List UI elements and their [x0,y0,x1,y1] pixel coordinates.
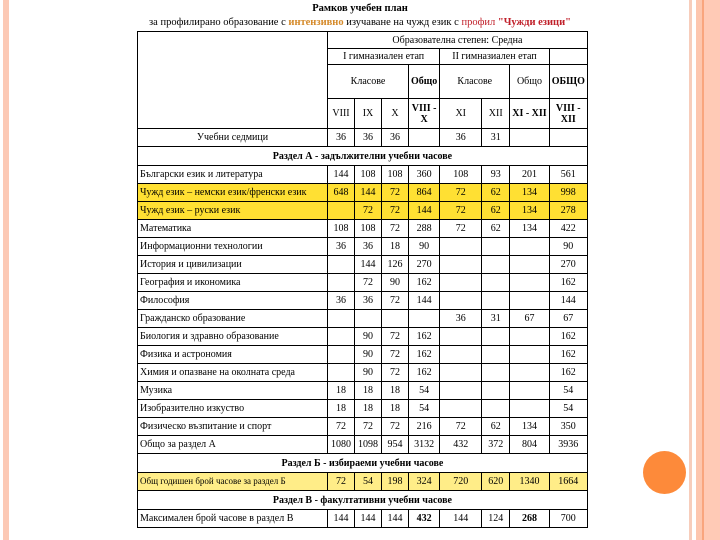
value-cell: 144 [328,510,355,528]
subject-label: Математика [138,220,328,238]
subject-row [138,184,588,202]
value-cell: 324 [409,473,440,491]
hours-cell: 108 [382,166,409,184]
hours-cell: 1098 [355,436,382,454]
hours-cell [440,292,482,310]
hours-cell: 18 [328,382,355,400]
grade-header: XII [482,99,510,129]
hours-cell: 144 [409,292,440,310]
subject-label: Биология и здравно образование [138,328,328,346]
hours-cell: 561 [549,166,587,184]
hours-cell: 72 [440,202,482,220]
hours-cell: 864 [409,184,440,202]
subject-row [138,220,588,238]
grade-header: XI - XII [510,99,549,129]
subtitle-profile-word: профил [461,17,498,28]
hours-cell: 36 [440,310,482,328]
hours-cell: 108 [355,220,382,238]
hours-cell: 72 [382,418,409,436]
subject-row [138,382,588,400]
hours-cell: 3936 [549,436,587,454]
hours-cell: 432 [440,436,482,454]
hours-cell: 36 [355,238,382,256]
subject-row [138,274,588,292]
hours-cell [440,274,482,292]
hours-cell: 162 [409,274,440,292]
decorative-left-stripe [3,0,9,540]
subject-label: География и икономика [138,274,328,292]
stage-1-header: I гимназиален етап [328,49,440,65]
section-c-title: Раздел В - факултативни учебни часове [138,491,588,510]
hours-cell: 144 [355,184,382,202]
hours-cell: 201 [510,166,549,184]
subject-row [138,166,588,184]
hours-cell: 360 [409,166,440,184]
hours-cell: 72 [355,418,382,436]
weeks-cell [510,129,549,147]
weeks-row [138,129,588,147]
hours-cell [440,364,482,382]
value-cell: 198 [382,473,409,491]
classes-1-header: Класове [328,65,409,99]
subtitle-middle: изучаване на чужд език с [343,17,462,28]
subject-label: Чужд език – руски език [138,202,328,220]
hours-cell: 162 [409,346,440,364]
weeks-cell: 36 [382,129,409,147]
subject-row [138,256,588,274]
hours-cell: 144 [355,256,382,274]
subject-label: Физическо възпитание и спорт [138,418,328,436]
hours-cell: 372 [482,436,510,454]
weeks-label: Учебни седмици [138,129,328,147]
subject-label: Гражданско образование [138,310,328,328]
hours-cell: 144 [549,292,587,310]
subject-label: История и цивилизации [138,256,328,274]
hours-cell [482,364,510,382]
hours-cell [510,256,549,274]
hours-cell: 62 [482,202,510,220]
subject-row [138,418,588,436]
hours-cell: 18 [355,382,382,400]
hours-cell: 31 [482,310,510,328]
hours-cell: 998 [549,184,587,202]
subject-row [138,400,588,418]
subtitle-prefix: за профилирано образование с [149,17,289,28]
subject-row [138,328,588,346]
grade-header: IX [355,99,382,129]
value-cell: 1664 [549,473,587,491]
hours-cell: 422 [549,220,587,238]
hours-cell: 3132 [409,436,440,454]
hours-cell [440,256,482,274]
value-cell: 54 [355,473,382,491]
hours-cell: 72 [440,418,482,436]
weeks-cell: 36 [440,129,482,147]
hours-cell: 648 [328,184,355,202]
hours-cell: 216 [409,418,440,436]
hours-cell: 804 [510,436,549,454]
subject-label: Чужд език – немски език/френски език [138,184,328,202]
hours-cell: 270 [409,256,440,274]
grade-header: XI [440,99,482,129]
hours-cell: 90 [355,364,382,382]
weeks-cell: 36 [355,129,382,147]
hours-cell: 36 [355,292,382,310]
total-2-header: Общо [510,65,549,99]
hours-cell: 72 [382,202,409,220]
hours-cell [510,382,549,400]
decorative-right-stripe [689,0,692,540]
hours-cell [440,328,482,346]
hours-cell [482,238,510,256]
section-c-row [138,510,588,528]
hours-cell [328,364,355,382]
total-1-header: Общо [409,65,440,99]
hours-cell [510,364,549,382]
hours-cell: 72 [328,418,355,436]
hours-cell: 93 [482,166,510,184]
hours-cell [482,292,510,310]
hours-cell: 162 [409,328,440,346]
subject-row [138,436,588,454]
hours-cell: 18 [355,400,382,418]
value-cell: 144 [382,510,409,528]
hours-cell: 72 [382,328,409,346]
hours-cell: 162 [549,364,587,382]
hours-cell: 134 [510,202,549,220]
value-cell: 1340 [510,473,549,491]
hours-cell: 54 [549,400,587,418]
classes-2-header: Класове [440,65,510,99]
hours-cell: 54 [549,382,587,400]
hours-cell: 36 [328,292,355,310]
hours-cell [482,256,510,274]
hours-cell: 72 [355,202,382,220]
hours-cell [510,346,549,364]
hours-cell [328,328,355,346]
hours-cell: 18 [382,400,409,418]
subject-label: Български език и литература [138,166,328,184]
subject-row [138,310,588,328]
section-b-row [138,473,588,491]
hours-cell [382,310,409,328]
hours-cell [482,346,510,364]
hours-cell: 72 [382,292,409,310]
hours-cell: 162 [549,328,587,346]
hours-cell: 72 [382,184,409,202]
hours-cell [328,256,355,274]
weeks-cell: 36 [328,129,355,147]
value-cell: 720 [440,473,482,491]
subject-row [138,238,588,256]
hours-cell: 270 [549,256,587,274]
row-label: Общ годишен брой часове за раздел Б [138,473,328,491]
hours-cell [328,202,355,220]
grand-total-header: ОБЩО [549,65,587,99]
hours-cell: 90 [382,274,409,292]
section-a-body [138,166,588,454]
hours-cell [482,382,510,400]
section-b-title: Раздел Б - избираеми учебни часове [138,454,588,473]
hours-cell: 278 [549,202,587,220]
hours-cell: 108 [440,166,482,184]
hours-cell: 134 [510,184,549,202]
hours-cell [440,346,482,364]
hours-cell: 67 [549,310,587,328]
row-label: Максимален брой часове в раздел В [138,510,328,528]
hours-cell: 1080 [328,436,355,454]
hours-cell: 162 [549,346,587,364]
value-cell: 72 [328,473,355,491]
grade-header: VIII - X [409,99,440,129]
value-cell: 144 [355,510,382,528]
hours-cell: 288 [409,220,440,238]
subject-label: Информационни технологии [138,238,328,256]
hours-cell: 90 [355,328,382,346]
subject-row [138,202,588,220]
hours-cell [510,274,549,292]
subject-label: Общо за раздел А [138,436,328,454]
subject-label: Изобразително изкуство [138,400,328,418]
hours-cell [328,310,355,328]
header-empty-cell [138,32,328,129]
hours-cell [510,400,549,418]
hours-cell: 162 [549,274,587,292]
hours-cell: 350 [549,418,587,436]
hours-cell [355,310,382,328]
hours-cell: 62 [482,418,510,436]
hours-cell: 72 [355,274,382,292]
subject-row [138,364,588,382]
hours-cell: 126 [382,256,409,274]
weeks-cell [549,129,587,147]
hours-cell [510,328,549,346]
page-title: Рамков учебен план [312,3,408,14]
hours-cell [482,400,510,418]
hours-cell: 67 [510,310,549,328]
hours-cell: 90 [355,346,382,364]
hours-cell: 90 [409,238,440,256]
hours-cell: 72 [440,220,482,238]
curriculum-table [137,31,588,528]
hours-cell: 134 [510,220,549,238]
value-cell: 432 [409,510,440,528]
decorative-right-stripe [704,0,720,540]
hours-cell: 134 [510,418,549,436]
subject-row [138,292,588,310]
hours-cell: 72 [382,364,409,382]
weeks-cell [409,129,440,147]
hours-cell: 54 [409,382,440,400]
hours-cell: 62 [482,220,510,238]
hours-cell: 18 [382,238,409,256]
hours-cell: 108 [328,220,355,238]
subject-label: Химия и опазване на околната среда [138,364,328,382]
hours-cell [440,238,482,256]
value-cell: 144 [440,510,482,528]
value-cell: 620 [482,473,510,491]
section-a-header [138,147,588,166]
section-b-header [138,454,588,473]
hours-cell: 108 [355,166,382,184]
hours-cell [482,328,510,346]
stage-2-header: II гимназиален етап [440,49,549,65]
subject-label: Философия [138,292,328,310]
hours-cell: 72 [440,184,482,202]
hours-cell: 54 [409,400,440,418]
section-c-header [138,491,588,510]
hours-cell [328,274,355,292]
hours-cell: 18 [382,382,409,400]
hours-cell: 144 [328,166,355,184]
subtitle-intensive: интензивно [288,17,344,28]
hours-cell [482,274,510,292]
hours-cell: 72 [382,220,409,238]
decorative-orange-circle [643,451,686,494]
hours-cell [440,400,482,418]
education-level: Образователна степен: Средна [328,32,588,49]
grade-header: X [382,99,409,129]
hours-cell [510,238,549,256]
subject-label: Музика [138,382,328,400]
hours-cell [510,292,549,310]
header-row-level [138,32,588,49]
subject-label: Физика и астрономия [138,346,328,364]
hours-cell: 144 [409,202,440,220]
hours-cell [440,382,482,400]
subject-row [138,346,588,364]
grade-header: VIII - XII [549,99,587,129]
header-empty-cell [549,49,587,65]
hours-cell: 162 [409,364,440,382]
value-cell: 700 [549,510,587,528]
section-a-title: Раздел А - задължителни учебни часове [138,147,588,166]
hours-cell: 18 [328,400,355,418]
hours-cell [328,346,355,364]
hours-cell: 62 [482,184,510,202]
hours-cell [409,310,440,328]
subtitle-profile-name: "Чужди езици" [497,17,571,28]
page-subtitle [0,17,720,28]
weeks-cell: 31 [482,129,510,147]
hours-cell: 954 [382,436,409,454]
hours-cell: 72 [382,346,409,364]
hours-cell: 36 [328,238,355,256]
value-cell: 124 [482,510,510,528]
value-cell: 268 [510,510,549,528]
grade-header: VIII [328,99,355,129]
hours-cell: 90 [549,238,587,256]
